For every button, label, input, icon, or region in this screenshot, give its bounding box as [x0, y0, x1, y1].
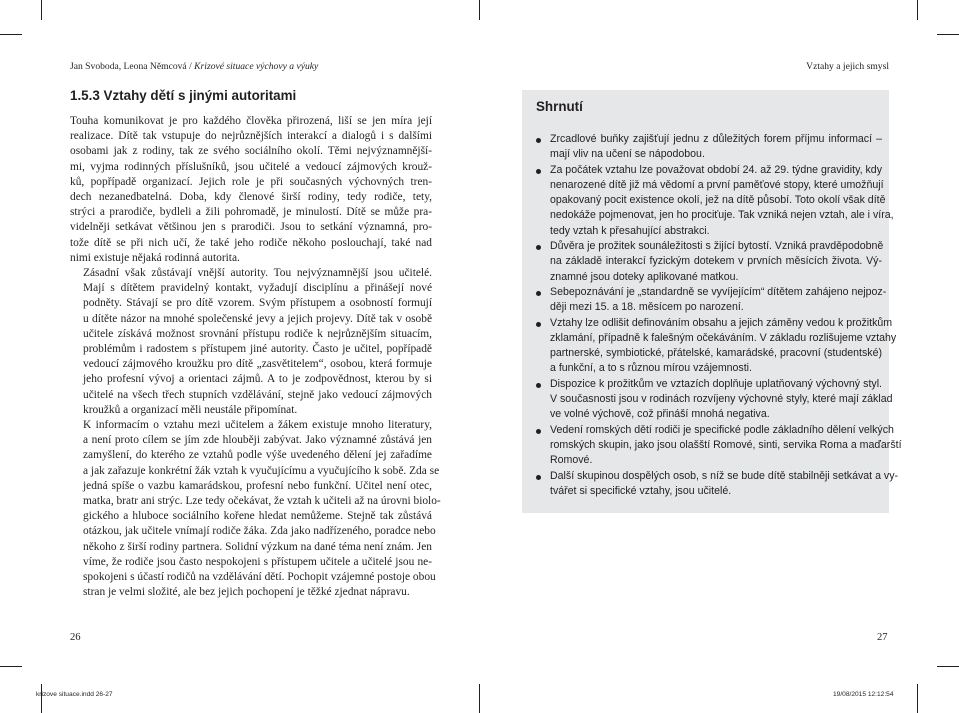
text-line: podněty. Stávají se pro dítě vzorem. Svým přístupem a osobností formují [83, 297, 432, 310]
summary-item-line: Důvěra je prožitek sounáležitosti s žijící bytostí. Vzniká pravděpodobně [550, 240, 884, 253]
bullet-icon [536, 138, 541, 143]
text-line: gického a hluboce sociálního kořene hledat nemůžeme. Stejně tak zůstává [83, 510, 432, 523]
paragraph [70, 114, 432, 266]
summary-item-line: ději mezi 15. a 18. měsícem po narození. [550, 301, 744, 314]
text-line: jeho profesní vývoj a orientaci zájmů. A to je zodpovědnost, kterou by si [83, 373, 432, 386]
text-line: kroužků a organizací měli neustále připomínat. [83, 403, 298, 416]
page-number-right: 27 [877, 632, 888, 643]
crop-mark [0, 34, 22, 35]
text-line: mi, vyjma rodinných příslušníků, jsou učitelé a vedoucí zájmových krouž- [70, 160, 432, 173]
text-line: ků, popřípadě organizací. Jejich role je při současných výchovných tren- [70, 175, 432, 188]
running-head-right [806, 61, 889, 73]
text-line: stran je velmi složité, ale bez jejich pochopení je těžké zjednat nápravu. [83, 586, 410, 599]
summary-item-line: Sebepoznávání je „standardně se vyvíjejícím“ dítětem zahájeno nejpoz- [550, 285, 887, 298]
page-number-left: 26 [70, 632, 81, 643]
summary-item-line: Zrcadlové buňky zajišťují jednu z důležitých forem příjmu informací – [550, 133, 882, 145]
summary-title: Shrnutí [536, 99, 583, 114]
text-line: Zásadní však zůstávají vnější autority. Tou nejvýznamnější jsou učitelé. [83, 267, 432, 280]
summary-box [522, 90, 902, 513]
slug-file: krizove situace.indd 26-27 [36, 691, 113, 698]
crop-mark [937, 666, 959, 667]
text-line: a jak zařazuje konkrétní žák vztah k vyučujícímu a vyučujícího k sobě. Zda se [83, 464, 440, 477]
paragraph [70, 266, 432, 418]
text-line: Touha komunikovat je pro každého člověka přirozená, liší se jen míra její [70, 115, 432, 127]
text-line: strýci a prarodiče, bydleli a žili pohromadě, je minulostí. Dítě se může pra- [70, 206, 432, 219]
text-line: dech nezanedbatelná. Doba, kdy členové širší rodiny, tedy rodiče, tety, [70, 191, 432, 204]
running-head-authors: Jan Svoboda, Leona Němcová / [70, 61, 195, 72]
text-line: problémům i radostem s přístupem jiné autority. Často je učitel, popřípadě [83, 343, 432, 356]
text-line: vedoucí zájmového kroužku pro dítě „zasvětitelem“, osobou, která formuje [83, 358, 432, 371]
summary-item-line: Romové. [550, 454, 593, 467]
text-line: videlněji setkávat většinou jen s prarodiči. Jsou to setkání významná, pro- [70, 221, 432, 234]
paragraph [70, 418, 441, 600]
text-line: Mají s dítětem pravidelný kontakt, vyžadují disciplínu a přinášejí nové [83, 282, 432, 295]
crop-mark [479, 684, 480, 713]
summary-item-line: Vztahy lze odlišit definováním obsahu a jejich záměny vedou k prožitkům [550, 316, 893, 329]
crop-mark [479, 0, 480, 20]
bullet-icon [536, 245, 541, 250]
crop-mark [0, 666, 22, 667]
summary-item-line: tedy vztah k přesahující abstrakci. [550, 224, 710, 237]
text-line: spokojeni s účastí rodičů na vzdělávání dětí. Pochopit vzájemné postoje obou [83, 571, 436, 584]
summary-item [536, 239, 882, 285]
summary-item [536, 285, 887, 316]
running-head-book-title: Krizové situace výchovy a výuky [194, 61, 319, 72]
summary-item [536, 423, 902, 469]
text-line: nimi existuje nějaká rodinná autorita. [70, 251, 240, 264]
bullet-icon [536, 291, 541, 296]
summary-item [536, 132, 882, 163]
text-line: otázkou, jak učitele vnímají rodiče žáka. Zda jako nadřízeného, poradce nebo [83, 525, 436, 538]
text-line: zamyšlení, do kterého ze vztahů podle výše uvedeného dělení jej zařadíme [83, 449, 432, 462]
summary-list [536, 132, 902, 499]
text-line: učitele získává možnost srovnání přístupu rodiče k nejrůznějším situacím, [83, 327, 432, 340]
summary-item-line: nedokáže pojmenovat, jen ho prociťuje. Tak vzniká nejen vztah, ale i víra, [550, 209, 894, 222]
summary-item-line: Dispozice k prožitkům ve vztazích doplňuje uplatňovaný výchovný styl. [550, 377, 882, 390]
bullet-icon [536, 383, 541, 388]
text-line: K informacím o vztahu mezi učitelem a žákem existuje mnoho literatury, [83, 419, 432, 432]
summary-item-line: Vedení romských dětí rodiči je specifické podle základního dělení velkých [550, 423, 894, 436]
text-line: tože dítě se při nich učí, že také jeho rodiče někoho poslouchají, také nad [70, 236, 432, 249]
text-line: realizace. Dítě tak vstupuje do nejrůznějších interakcí a dialogů i s dalšími [70, 130, 432, 143]
section-title: Vztahy dětí s jinými autoritami [103, 88, 297, 103]
text-line: osobami jak z rodiny, tak ze svého sociálního okolí. Těmi nejvýznamnější- [70, 145, 432, 158]
text-line: učitelé na všech třech stupních vzdělávání, stejně jako vedoucí zájmových [83, 388, 432, 401]
bullet-icon [536, 429, 541, 434]
summary-item [536, 316, 897, 377]
summary-item-line: romských skupin, jako jsou olašští Romové, sinti, servika Roma a maďarští [550, 438, 902, 451]
summary-item-line: partnerské, symbiotické, přátelské, kamarádské, pracovní (studentské) [550, 347, 882, 360]
section-heading [70, 88, 296, 104]
running-head-left [70, 61, 318, 73]
crop-mark [937, 34, 959, 35]
text-line: a není proto cílem se jím zde hlouběji zabývat. Jako významné zůstává jen [83, 434, 432, 447]
summary-item-line: opakovaný pocit existence okolí, jež na dítě působí. Toto okolí však dítě [550, 194, 886, 207]
slug-datetime: 19/08/2015 12:12:54 [833, 691, 894, 698]
text-line: víme, že rodiče jsou často nespokojeni s přístupem učitele a učitelé jsou ne- [83, 555, 432, 568]
text-line: matka, bratr ani strýc. Lze tedy očekávat, že vztah k učiteli až na úrovni biolo- [83, 495, 441, 508]
summary-item-line: Další skupinou dospělých osob, s níž se bude dítě stabilněji setkávat a vy- [550, 469, 899, 482]
body-text [70, 114, 441, 601]
crop-mark [917, 684, 918, 713]
summary-item [536, 377, 893, 423]
bullet-icon [536, 475, 541, 480]
bullet-icon [536, 169, 541, 174]
crop-mark [917, 0, 918, 20]
crop-mark [41, 0, 42, 20]
text-line: u dítěte názor na mnohé společenské jevy a jejich projevy. Dítě tak v osobě [83, 312, 432, 325]
summary-item-line: znamné jsou doteky aplikované matkou. [550, 270, 739, 283]
summary-item-line: Za počátek vztahu lze považovat období 24. až 29. týdne gravidity, kdy [550, 163, 882, 176]
summary-item-line: tvářet si specifické vztahy, jsou učitelé. [550, 484, 732, 497]
summary-item-line: V současnosti jsou v rodinách rozvíjeny výchovné styly, které mají základ [550, 393, 893, 406]
summary-item-line: zklamání, případně k falešným očekáváním. V základu rozlišujeme vztahy [550, 331, 897, 344]
summary-item [536, 469, 899, 500]
summary-item-line: ve volné výchově, což přináší mnohá negativa. [550, 408, 770, 421]
section-number: 1.5.3 [70, 88, 100, 103]
summary-item-line: mají vliv na učení se nápodobou. [550, 148, 705, 161]
summary-item-line: a funkční, a to s různou mírou vzájemnosti. [550, 362, 752, 375]
summary-item-line: na základě interakcí fyzickým dotekem v prvních měsících života. Vý- [550, 255, 882, 268]
running-head-chapter: Vztahy a jejich smysl [806, 61, 889, 72]
summary-item-line: nenarozené dítě již má vědomí a první paměťové stopy, které umožňují [550, 178, 884, 191]
text-line: někoho z širší rodiny partnera. Solidní výzkum na dané téma není znám. Jen [83, 540, 432, 553]
summary-item [536, 163, 894, 239]
bullet-icon [536, 322, 541, 327]
text-line: jedná spíše o vazbu kamarádskou, profesní nebo funkční. Učitel není otec, [83, 479, 432, 492]
